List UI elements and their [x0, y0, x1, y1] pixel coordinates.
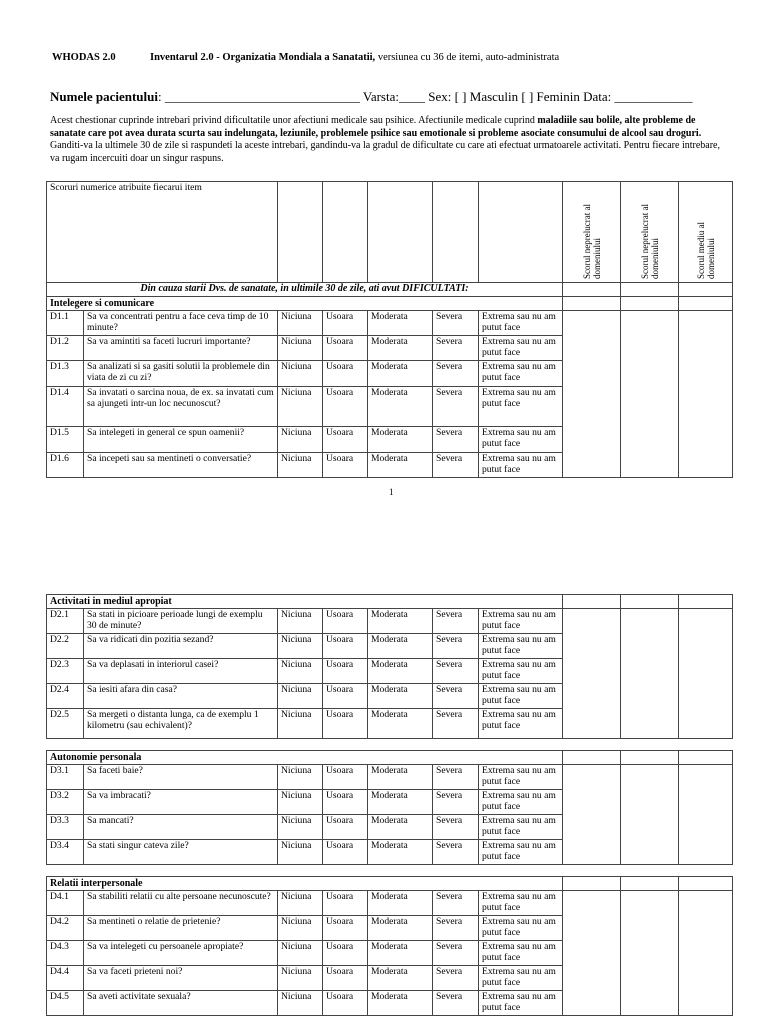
page-number: 1: [389, 487, 394, 497]
option-moderate[interactable]: Moderata: [368, 890, 433, 915]
option-none[interactable]: Niciuna: [278, 708, 323, 738]
intro-paragraph: [50, 115, 730, 166]
score-cell: [621, 595, 679, 609]
question-row: [47, 890, 733, 915]
option-extreme[interactable]: Extrema sau nu am putut face: [479, 452, 563, 477]
option-mild[interactable]: Usoara: [323, 890, 368, 915]
option-moderate[interactable]: Moderata: [368, 360, 433, 386]
header-code: WHODAS 2.0: [52, 52, 116, 63]
item-code: D2.4: [47, 683, 84, 708]
option-mild[interactable]: Usoara: [323, 658, 368, 683]
item-question: Sa va deplasati in interiorul casei?: [84, 658, 278, 683]
questionnaire-table-2: [46, 594, 733, 739]
option-mild[interactable]: Usoara: [323, 683, 368, 708]
item-code: D1.6: [47, 452, 84, 477]
intro-text-1: Acest chestionar cuprinde intrebari privind dificultatile unor afectiuni medicale sau psihice. Afectiunile medicale cuprind: [50, 115, 538, 126]
item-code: D4.2: [47, 915, 84, 940]
question-row: [47, 310, 733, 335]
option-extreme[interactable]: Extrema sau nu am putut face: [479, 360, 563, 386]
item-code: D2.1: [47, 608, 84, 633]
domain-raw-score-cell-2[interactable]: [621, 764, 679, 864]
score-cell: [679, 877, 733, 891]
option-none[interactable]: Niciuna: [278, 608, 323, 633]
option-moderate[interactable]: Moderata: [368, 789, 433, 814]
questionnaire-table-3: [46, 750, 733, 865]
option-severe[interactable]: Severa: [433, 310, 479, 335]
option-none[interactable]: Niciuna: [278, 764, 323, 789]
question-row: [47, 608, 733, 633]
item-code: D4.1: [47, 890, 84, 915]
option-mild[interactable]: Usoara: [323, 608, 368, 633]
option-moderate[interactable]: Moderata: [368, 335, 433, 360]
option-moderate[interactable]: Moderata: [368, 633, 433, 658]
option-severe[interactable]: Severa: [433, 764, 479, 789]
header-title-bold: Inventarul 2.0 - Organizatia Mondiala a Sanatatii,: [150, 52, 376, 63]
score-header-row: [47, 182, 733, 283]
date-field[interactable]: Data: ____________: [579, 89, 693, 104]
option-extreme[interactable]: Extrema sau nu am putut face: [479, 990, 563, 1015]
item-code: D3.3: [47, 814, 84, 839]
domain-raw-score-cell-2[interactable]: [621, 608, 679, 738]
domain-raw-score-cell[interactable]: [563, 764, 621, 864]
section-header-row: [47, 297, 733, 311]
item-question: Sa va amintiti sa faceti lucruri importante?: [84, 335, 278, 360]
item-code: D1.4: [47, 386, 84, 426]
domain-raw-score-cell-2[interactable]: [621, 890, 679, 1015]
option-severe[interactable]: Severa: [433, 839, 479, 864]
option-severe[interactable]: Severa: [433, 360, 479, 386]
patient-line: [50, 89, 693, 105]
option-none[interactable]: Niciuna: [278, 386, 323, 426]
item-code: D4.5: [47, 990, 84, 1015]
option-severe[interactable]: Severa: [433, 386, 479, 426]
option-severe[interactable]: Severa: [433, 658, 479, 683]
option-none[interactable]: Niciuna: [278, 965, 323, 990]
section-header-row: [47, 751, 733, 765]
item-code: D2.5: [47, 708, 84, 738]
item-code: D3.4: [47, 839, 84, 864]
item-question: Sa mancati?: [84, 814, 278, 839]
score-cell: [621, 877, 679, 891]
option-mild[interactable]: Usoara: [323, 940, 368, 965]
item-code: D1.3: [47, 360, 84, 386]
option-moderate[interactable]: Moderata: [368, 658, 433, 683]
item-question: Sa invatati o sarcina noua, de ex. sa invatati cum sa ajungeti intr-un loc necunoscut?: [84, 386, 278, 426]
score-cell: [621, 751, 679, 765]
item-code: D3.1: [47, 764, 84, 789]
score-cell: [563, 751, 621, 765]
domain-average-score-cell[interactable]: [679, 310, 733, 477]
document-header: [52, 52, 560, 63]
domain-raw-score-cell[interactable]: [563, 310, 621, 477]
option-extreme[interactable]: Extrema sau nu am putut face: [479, 890, 563, 915]
option-severe[interactable]: Severa: [433, 335, 479, 360]
item-question: Sa stati singur cateva zile?: [84, 839, 278, 864]
option-severe[interactable]: Severa: [433, 452, 479, 477]
sex-field[interactable]: Sex: [ ] Masculin [ ] Feminin: [424, 89, 580, 104]
option-extreme[interactable]: Extrema sau nu am putut face: [479, 386, 563, 426]
option-none[interactable]: Niciuna: [278, 990, 323, 1015]
option-moderate[interactable]: Moderata: [368, 310, 433, 335]
intro-text-bold: maladiile sau bolile, alte probleme de sanatate care pot avea durata scurta sau indelungata, leziunile, problemele psihice sau emotionale si probleme asociate consumului de alcool sau droguri.: [50, 115, 702, 139]
item-question: Sa iesiti afara din casa?: [84, 683, 278, 708]
option-severe[interactable]: Severa: [433, 608, 479, 633]
option-moderate[interactable]: Moderata: [368, 386, 433, 426]
section-header-row: [47, 595, 733, 609]
question-row: [47, 764, 733, 789]
option-mild[interactable]: Usoara: [323, 633, 368, 658]
item-question: Sa faceti baie?: [84, 764, 278, 789]
item-question: Sa stabiliti relatii cu alte persoane necunoscute?: [84, 890, 278, 915]
option-severe[interactable]: Severa: [433, 683, 479, 708]
option-extreme[interactable]: Extrema sau nu am putut face: [479, 814, 563, 839]
option-moderate[interactable]: Moderata: [368, 839, 433, 864]
patient-name-label: Numele pacientului: [50, 89, 158, 104]
option-none[interactable]: Niciuna: [278, 335, 323, 360]
option-moderate[interactable]: Moderata: [368, 940, 433, 965]
option-none[interactable]: Niciuna: [278, 452, 323, 477]
item-question: Sa stati in picioare perioade lungi de exemplu 30 de minute?: [84, 608, 278, 633]
option-severe[interactable]: Severa: [433, 633, 479, 658]
option-severe[interactable]: Severa: [433, 708, 479, 738]
option-severe[interactable]: Severa: [433, 890, 479, 915]
item-question: Sa mergeti o distanta lunga, ca de exemplu 1 kilometru (sau echivalent)?: [84, 708, 278, 738]
option-none[interactable]: Niciuna: [278, 310, 323, 335]
option-extreme[interactable]: Extrema sau nu am putut face: [479, 708, 563, 738]
option-mild[interactable]: Usoara: [323, 452, 368, 477]
patient-name-field[interactable]: : ______________________________: [157, 89, 360, 104]
option-moderate[interactable]: Moderata: [368, 965, 433, 990]
option-severe[interactable]: Severa: [433, 814, 479, 839]
option-moderate[interactable]: Moderata: [368, 708, 433, 738]
option-extreme[interactable]: Extrema sau nu am putut face: [479, 658, 563, 683]
option-mild[interactable]: Usoara: [323, 990, 368, 1015]
score-cell: [563, 297, 621, 311]
option-extreme[interactable]: Extrema sau nu am putut face: [479, 608, 563, 633]
option-moderate[interactable]: Moderata: [368, 814, 433, 839]
option-extreme[interactable]: Extrema sau nu am putut face: [479, 310, 563, 335]
score-cell: [679, 595, 733, 609]
questionnaire-table-1: [46, 181, 733, 478]
domain-raw-score-cell[interactable]: [563, 608, 621, 738]
score-cell: [563, 595, 621, 609]
item-question: Sa intelegeti in general ce spun oamenii?: [84, 426, 278, 452]
item-code: D1.5: [47, 426, 84, 452]
option-extreme[interactable]: Extrema sau nu am putut face: [479, 633, 563, 658]
domain-average-score-cell[interactable]: [679, 764, 733, 864]
option-none[interactable]: Niciuna: [278, 814, 323, 839]
item-code: D3.2: [47, 789, 84, 814]
option-mild[interactable]: Usoara: [323, 386, 368, 426]
option-moderate[interactable]: Moderata: [368, 683, 433, 708]
option-extreme[interactable]: Extrema sau nu am putut face: [479, 764, 563, 789]
item-question: Sa va intelegeti cu persoanele apropiate?: [84, 940, 278, 965]
option-mild[interactable]: Usoara: [323, 965, 368, 990]
option-extreme[interactable]: Extrema sau nu am putut face: [479, 335, 563, 360]
item-code: D2.3: [47, 658, 84, 683]
option-mild[interactable]: Usoara: [323, 814, 368, 839]
option-none[interactable]: Niciuna: [278, 890, 323, 915]
age-field[interactable]: Varsta:____: [359, 89, 425, 104]
option-extreme[interactable]: Extrema sau nu am putut face: [479, 839, 563, 864]
option-moderate[interactable]: Moderata: [368, 990, 433, 1015]
item-question: Sa analizati si sa gasiti solutii la problemele din viata de zi cu zi?: [84, 360, 278, 386]
option-extreme[interactable]: Extrema sau nu am putut face: [479, 426, 563, 452]
item-question: Sa aveti activitate sexuala?: [84, 990, 278, 1015]
option-mild[interactable]: Usoara: [323, 360, 368, 386]
section-title: Intelegere si comunicare: [47, 297, 563, 311]
option-none[interactable]: Niciuna: [278, 683, 323, 708]
item-question: Sa mentineti o relatie de prietenie?: [84, 915, 278, 940]
raw-score-header-2: Scorul neprelucrat al domeniului: [621, 182, 679, 283]
section-title: Autonomie personala: [47, 751, 563, 765]
score-cell: [679, 297, 733, 311]
difficulty-caption: Din cauza starii Dvs. de sanatate, in ultimile 30 de zile, ati avut DIFICULTATI:: [47, 283, 563, 297]
intro-text-2: Ganditi-va la ultimele 30 de zile si raspundeti la aceste intrebari, gandindu-va la gradul de dificultate cu care ati efectuat urmatoarele activitati. Pentru fiecare intrebare, va rugam incercuiti doar un singur raspuns.: [50, 140, 720, 165]
item-code: D1.2: [47, 335, 84, 360]
score-cell: [621, 297, 679, 311]
option-moderate[interactable]: Moderata: [368, 452, 433, 477]
option-none[interactable]: Niciuna: [278, 426, 323, 452]
item-question: Sa incepeti sau sa mentineti o conversatie?: [84, 452, 278, 477]
item-code: D4.4: [47, 965, 84, 990]
option-mild[interactable]: Usoara: [323, 310, 368, 335]
option-severe[interactable]: Severa: [433, 426, 479, 452]
raw-score-header: Scorul neprelucrat al domeniului: [563, 182, 621, 283]
item-code: D1.1: [47, 310, 84, 335]
option-none[interactable]: Niciuna: [278, 789, 323, 814]
section-header-row: [47, 877, 733, 891]
option-none[interactable]: Niciuna: [278, 360, 323, 386]
option-severe[interactable]: Severa: [433, 915, 479, 940]
score-cell: [563, 877, 621, 891]
option-extreme[interactable]: Extrema sau nu am putut face: [479, 965, 563, 990]
option-extreme[interactable]: Extrema sau nu am putut face: [479, 940, 563, 965]
option-severe[interactable]: Severa: [433, 940, 479, 965]
questionnaire-table-4: [46, 876, 733, 1016]
option-mild[interactable]: Usoara: [323, 764, 368, 789]
option-moderate[interactable]: Moderata: [368, 426, 433, 452]
option-moderate[interactable]: Moderata: [368, 608, 433, 633]
option-mild[interactable]: Usoara: [323, 708, 368, 738]
option-moderate[interactable]: Moderata: [368, 764, 433, 789]
option-severe[interactable]: Severa: [433, 990, 479, 1015]
item-question: Sa va faceti prieteni noi?: [84, 965, 278, 990]
domain-raw-score-cell-2[interactable]: [621, 310, 679, 477]
item-question: Sa va ridicati din pozitia sezand?: [84, 633, 278, 658]
option-extreme[interactable]: Extrema sau nu am putut face: [479, 683, 563, 708]
option-extreme[interactable]: Extrema sau nu am putut face: [479, 789, 563, 814]
domain-average-score-cell[interactable]: [679, 608, 733, 738]
item-code: D4.3: [47, 940, 84, 965]
scores-label: Scoruri numerice atribuite fiecarui item: [47, 182, 278, 283]
option-none[interactable]: Niciuna: [278, 633, 323, 658]
domain-raw-score-cell[interactable]: [563, 890, 621, 1015]
option-mild[interactable]: Usoara: [323, 915, 368, 940]
header-title: [150, 52, 559, 63]
option-none[interactable]: Niciuna: [278, 940, 323, 965]
option-moderate[interactable]: Moderata: [368, 915, 433, 940]
section-title: Relatii interpersonale: [47, 877, 563, 891]
option-none[interactable]: Niciuna: [278, 915, 323, 940]
score-cell: [679, 751, 733, 765]
option-severe[interactable]: Severa: [433, 965, 479, 990]
option-mild[interactable]: Usoara: [323, 789, 368, 814]
option-mild[interactable]: Usoara: [323, 426, 368, 452]
domain-average-score-cell[interactable]: [679, 890, 733, 1015]
item-code: D2.2: [47, 633, 84, 658]
option-none[interactable]: Niciuna: [278, 658, 323, 683]
section-title: Activitati in mediul apropiat: [47, 595, 563, 609]
option-mild[interactable]: Usoara: [323, 839, 368, 864]
option-extreme[interactable]: Extrema sau nu am putut face: [479, 915, 563, 940]
option-none[interactable]: Niciuna: [278, 839, 323, 864]
option-mild[interactable]: Usoara: [323, 335, 368, 360]
header-title-rest: versiunea cu 36 de itemi, auto-administrata: [375, 52, 560, 63]
caption-row: [47, 283, 733, 297]
item-question: Sa va concentrati pentru a face ceva timp de 10 minute?: [84, 310, 278, 335]
average-score-header: Scorul mediu al domeniului: [679, 182, 733, 283]
option-severe[interactable]: Severa: [433, 789, 479, 814]
item-question: Sa va imbracati?: [84, 789, 278, 814]
